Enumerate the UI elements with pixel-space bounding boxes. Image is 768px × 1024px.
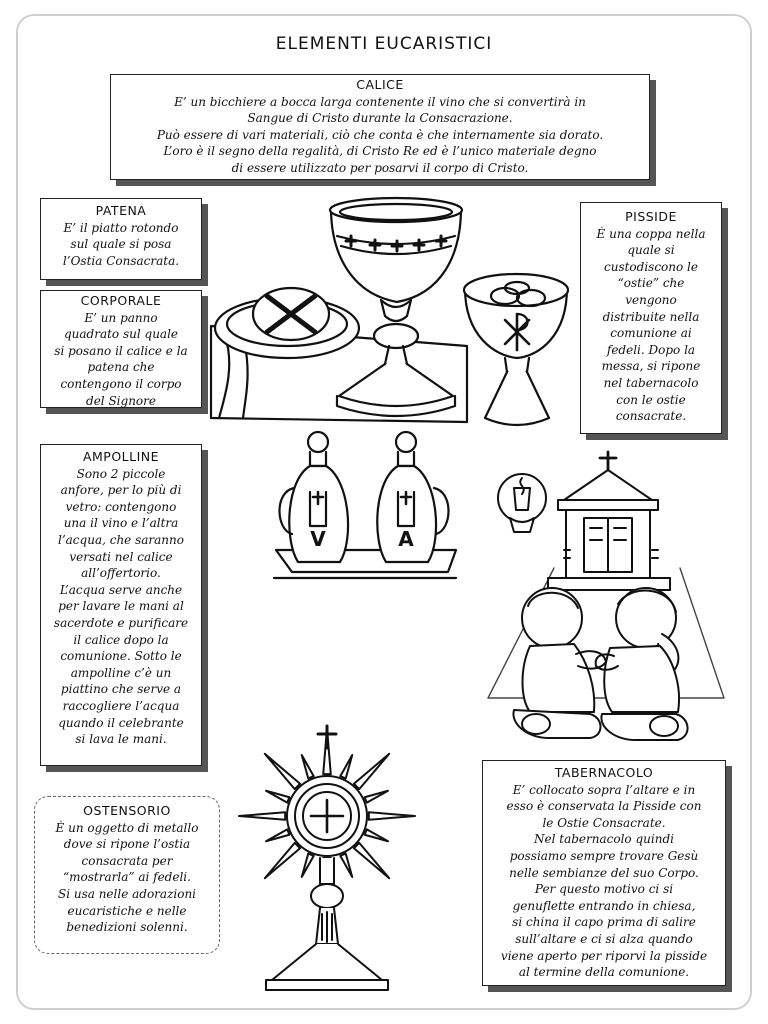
cruet-letter-a: A [398, 527, 414, 551]
patena-box [40, 198, 202, 280]
tabernacolo-box [482, 760, 726, 986]
pisside-line: È una coppa nella [596, 226, 706, 241]
ampolline-line: versati nel calice [69, 549, 173, 564]
ampolline-line: il calice dopo la [73, 632, 169, 647]
ampolline-line: quando il celebrante [58, 715, 184, 730]
pisside-line: messa, si ripone [601, 359, 701, 374]
monstrance-ray [265, 843, 300, 878]
pisside-title: PISSIDE [625, 209, 677, 224]
wine-cruet [280, 432, 349, 562]
calice-box [110, 74, 650, 180]
cruet-letter-v: V [310, 527, 326, 551]
ostensorio-line: benedizioni solenni. [66, 920, 188, 935]
child-right-figure [596, 588, 688, 740]
patena-line: E’ il piatto rotondo [63, 220, 179, 235]
pisside-line: “ostie” che [617, 276, 685, 291]
calice-line: di essere utilizzato per posarvi il corpo di Cristo. [231, 160, 529, 175]
pisside-line: comunione ai [610, 326, 692, 341]
monstrance-ray [239, 812, 285, 820]
tabernacolo-line: genuflette entrando in chiesa, [512, 898, 696, 913]
patena-line: l’Ostia Consacrata. [62, 253, 180, 268]
ampolline-line: ampolline c’è un [70, 665, 172, 680]
calice-line: L’oro è il segno della regalità, di Cristo Re ed è l’unico materiale degno [163, 144, 597, 159]
ampolline-title: AMPOLLINE [82, 449, 160, 464]
chalice-paten-pyx-illustration [205, 196, 575, 436]
pisside-line: con le ostie [616, 392, 686, 407]
pisside-line: consacrate. [615, 409, 687, 424]
pisside-line: nel tabernacolo [603, 375, 699, 390]
ostensorio-line: dove si ripone l’ostia [63, 837, 191, 852]
corporale-line: contengono il corpo [60, 376, 182, 391]
pisside-line: vengono [625, 292, 677, 307]
ostensorio-line: È un oggetto di metallo [55, 820, 199, 835]
monstrance-ray [302, 854, 314, 877]
monstrance-ray [354, 754, 389, 789]
ostensorio-box [34, 796, 220, 954]
tabernacolo-line: si china il capo prima di salire [512, 915, 696, 930]
ampolline-line: Sono 2 piccole [76, 466, 166, 481]
tabernacolo-line: E’ collocato sopra l’altare e in [512, 782, 696, 797]
ampolline-line: l’acqua, che saranno [58, 532, 184, 547]
monstrance-ray [354, 843, 389, 878]
sanctuary-lamp-icon [498, 474, 546, 532]
ampolline-line: sacerdote e purificare [53, 615, 189, 630]
ampolline-line: si lava le mani. [75, 732, 167, 747]
corporale-line: patena che [87, 360, 155, 375]
page-title: ELEMENTI EUCARISTICI [275, 34, 493, 54]
tabernacle-children-illustration [484, 448, 728, 744]
cruets-illustration [270, 430, 460, 586]
ampolline-line: all’offertorio. [81, 566, 161, 581]
monstrance-ray [266, 791, 289, 803]
patena-title: PATENA [95, 203, 147, 218]
calice-line: E’ un bicchiere a bocca larga contenente il vino che si convertirà in [174, 94, 586, 109]
tabernacolo-line: sull’altare e ci si alza quando [515, 931, 693, 946]
monstrance-ray [302, 755, 314, 778]
corporale-box [40, 290, 202, 408]
pisside-line: custodiscono le [604, 259, 698, 274]
tabernacolo-line: esso è conservata la Pisside con [506, 799, 702, 814]
ampolline-line: L’acqua serve anche [59, 582, 183, 597]
ampolline-line: per lavare le mani al [58, 599, 184, 614]
ostensorio-line: Si usa nelle adorazioni [57, 886, 197, 901]
monstrance-ray [340, 854, 352, 877]
water-cruet [377, 432, 448, 562]
tabernacolo-line: Per questo motivo ci si [534, 882, 674, 897]
monstrance-ray [365, 791, 388, 803]
ampolline-line: vetro: contengono [65, 499, 177, 514]
ostensorio-line: consacrata per [81, 853, 173, 868]
monstrance-ray [369, 812, 415, 820]
ampolline-line: una il vino e l’altra [63, 516, 179, 531]
child-left-figure [513, 588, 606, 738]
corporale-line: quadrato sul quale [63, 327, 179, 342]
pisside-line: distribuite nella [602, 309, 700, 324]
calice-title: CALICE [356, 77, 404, 92]
ampolline-line: piattino che serve a [60, 682, 182, 697]
ampolline-line: comunione. Sotto le [60, 649, 182, 664]
monstrance-ray [266, 829, 289, 841]
ampolline-line: anfore, per lo più di [60, 483, 182, 498]
tabernacolo-line: al termine della comunione. [518, 965, 690, 980]
pisside-line: fedeli. Dopo la [606, 342, 696, 357]
tabernacolo-line: nelle sembianze del suo Corpo. [509, 865, 699, 880]
monstrance-ray [365, 829, 388, 841]
tabernacolo-title: TABERNACOLO [554, 765, 654, 780]
corporale-title: CORPORALE [80, 293, 162, 308]
monstrance-ray [265, 754, 300, 789]
ampolline-line: raccogliere l’acqua [62, 698, 180, 713]
pisside-box [580, 202, 722, 434]
ampolline-box [40, 444, 202, 766]
calice-line: Sangue di Cristo durante la Consacrazione. [247, 111, 513, 126]
corporale-line: E’ un panno [84, 310, 158, 325]
monstrance-ray [340, 755, 352, 778]
ostensorio-line: eucaristiche e nelle [67, 903, 187, 918]
tabernacolo-line: viene aperto per riporvi la pisside [500, 948, 708, 963]
tabernacolo-line: le Ostie Consacrate. [542, 815, 666, 830]
calice-line: Può essere di vari materiali, ciò che conta è che internamente sia dorato. [156, 127, 604, 142]
pisside-line: quale si [627, 243, 675, 258]
tabernacolo-line: Nel tabernacolo quindi [534, 832, 674, 847]
corporale-line: si posano il calice e la [54, 343, 188, 358]
ostensorio-line: “mostrarla” ai fedeli. [63, 870, 191, 885]
corporale-line: del Signore [86, 393, 156, 408]
ostensorio-title: OSTENSORIO [83, 803, 171, 818]
patena-line: sul quale si posa [70, 237, 172, 252]
monstrance-illustration [232, 724, 422, 996]
tabernacolo-line: possiamo sempre trovare Gesù [509, 848, 699, 863]
